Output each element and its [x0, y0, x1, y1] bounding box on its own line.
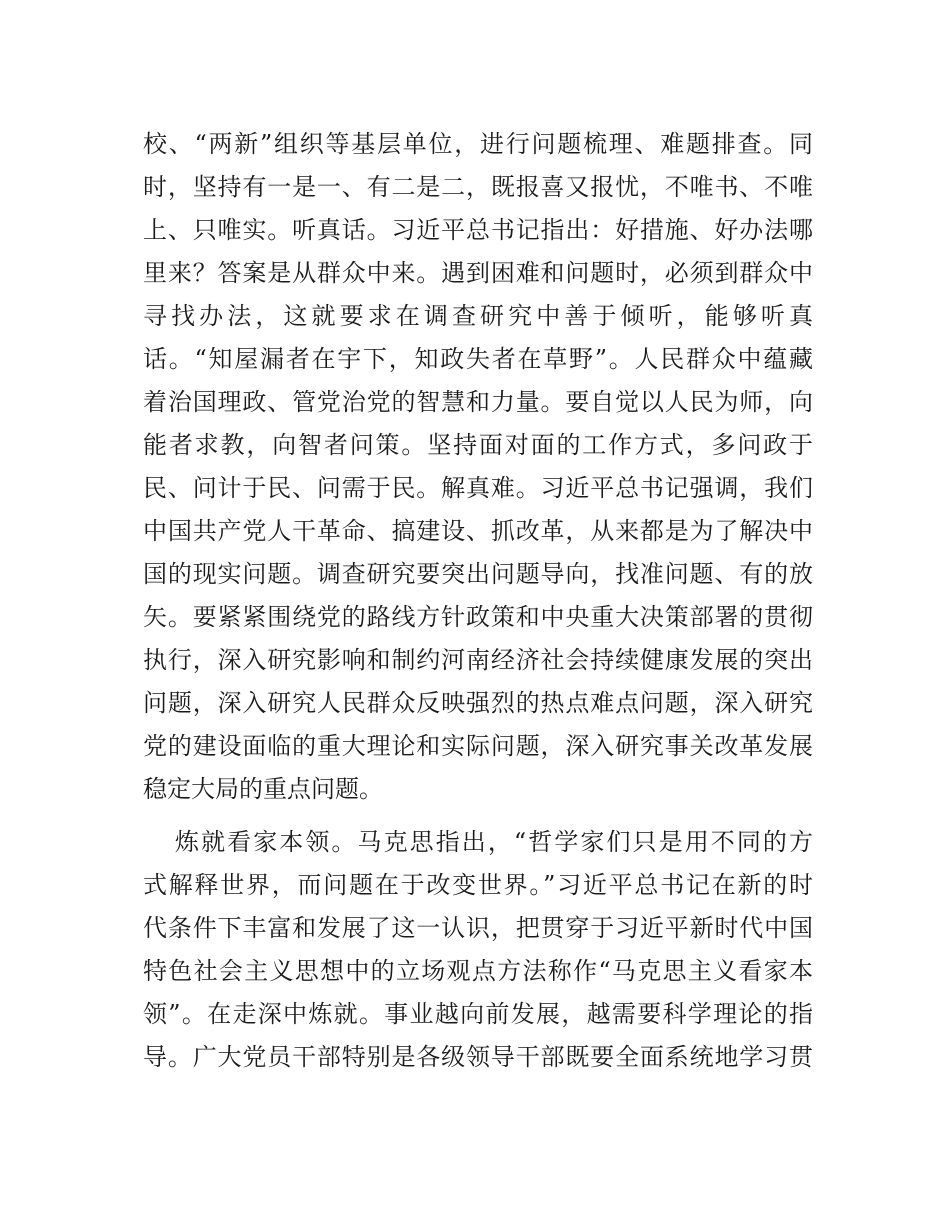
text-line: 校、“两新”组织等基层单位，进行问题梳理、难题排查。同 [143, 130, 813, 158]
text-line: 时，坚持有一是一、有二是二，既报喜又报忧，不唯书、不唯 [143, 173, 813, 201]
text-line: 执行，深入研究影响和制约河南经济社会持续健康发展的突出 [143, 646, 813, 674]
text-line: 特色社会主义思想中的立场观点方法称作“马克思主义看家本 [143, 957, 813, 985]
text-line: 导。广大党员干部特别是各级领导干部既要全面系统地学习贯 [143, 1043, 813, 1071]
text-line: 里来？答案是从群众中来。遇到困难和问题时，必须到群众中 [143, 259, 813, 287]
text-line: 着治国理政、管党治党的智慧和力量。要自觉以人民为师，向 [143, 388, 813, 416]
text-line: 寻找办法，这就要求在调查研究中善于倾听，能够听真 [143, 302, 813, 330]
text-line: 矢。要紧紧围绕党的路线方针政策和中央重大决策部署的贯彻 [143, 603, 813, 631]
text-line: 稳定大局的重点问题。 [143, 775, 383, 803]
text-line: 党的建设面临的重大理论和实际问题，深入研究事关改革发展 [143, 732, 813, 760]
text-line: 式解释世界，而问题在于改变世界。”习近平总书记在新的时 [143, 871, 813, 899]
text-line: 民、问计于民、问需于民。解真难。习近平总书记强调，我们 [143, 474, 813, 502]
text-line: 问题，深入研究人民群众反映强烈的热点难点问题，深入研究 [143, 689, 813, 717]
text-line: 中国共产党人干革命、搞建设、抓改革，从来都是为了解决中 [143, 517, 813, 545]
text-line: 炼就看家本领。马克思指出，“哲学家们只是用不同的方 [175, 828, 813, 856]
text-line: 话。“知屋漏者在宇下，知政失者在草野”。人民群众中蕴藏 [143, 345, 813, 373]
text-line: 上、只唯实。听真话。习近平总书记指出：好措施、好办法哪 [143, 216, 813, 244]
text-line: 能者求教，向智者问策。坚持面对面的工作方式，多问政于 [143, 431, 813, 459]
text-line: 国的现实问题。调查研究要突出问题导向，找准问题、有的放 [143, 560, 813, 588]
text-line: 代条件下丰富和发展了这一认识，把贯穿于习近平新时代中国 [143, 914, 813, 942]
text-line: 领”。在走深中炼就。事业越向前发展，越需要科学理论的指 [143, 1000, 813, 1028]
